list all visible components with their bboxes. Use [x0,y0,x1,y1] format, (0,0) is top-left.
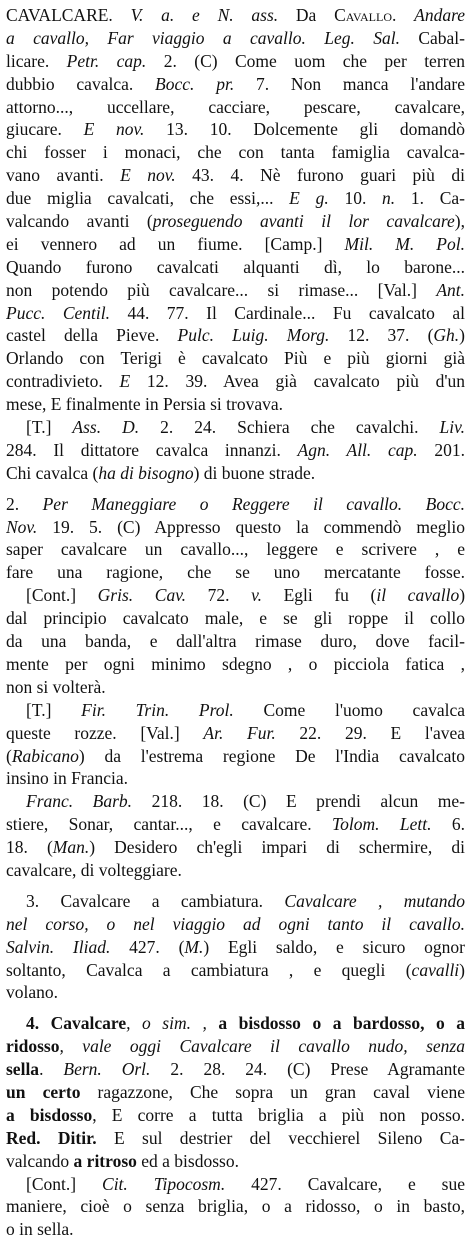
text-run: E sul destrier del vecchierel Sileno Ca- [113,1127,465,1148]
text-run: stiere, Sonar, cantar..., e cavalcare. [6,814,333,835]
text-line [6,584,465,607]
text-run: mese, E finalmente in Persia si trovava. [6,394,284,415]
text-run: Pucc. Centil. [6,302,128,323]
text-run: ) di buone strade. [193,462,316,483]
text-run: [Cont.] [26,585,98,606]
text-run: Cit. Tipocosm. [102,1173,252,1194]
text-run: 427. Cavalcare, e sue [251,1173,465,1194]
text-run: [T.] [26,699,82,720]
text-run: dubbio cavalca. [6,73,156,94]
text-line [6,745,465,768]
text-line [6,73,465,96]
text-run: 2. 28. 24. (C) Prese Agramante [170,1059,465,1080]
text-run: vano avanti. [6,165,121,186]
text-run: Cavallo [334,5,392,25]
text-line [6,493,465,516]
text-run: Ar. Fur. [203,722,300,743]
text-run: 19. 5. (C) Appresso questo la commendò meglio [52,516,465,537]
text-run: Mil. M. Pol. [344,233,465,254]
text-line [6,462,465,485]
text-run: Franc. Barb. [26,791,152,812]
text-run: Tolom. Lett. [332,814,452,835]
text-line [6,324,465,347]
text-run: a cavallo, Far viaggio a cavallo. Leg. Sal. [6,27,419,48]
text-run: cavalcare, di volteggiare. [6,859,182,880]
text-run: valcando avanti ( [6,211,153,232]
text-run: Salvin. Iliad. [6,936,130,957]
text-run: Orlando con Terigi è cavalcato Più e più giorni già [6,348,465,369]
text-run: non potendo più cavalcare... si rimase... [Val.] [6,279,437,300]
text-run: Man. [52,837,90,858]
text-line [6,210,465,233]
text-line [6,393,465,416]
text-run: 10. [344,188,383,209]
text-line [6,913,465,936]
text-run: licare. [6,50,67,71]
text-line [6,607,465,630]
text-run: valcando [6,1150,74,1171]
text-line [6,4,465,27]
paragraph-gap [6,882,465,890]
text-run: Quando furono cavalcati alquanti dì, lo barone... [6,256,465,277]
text-run: o in sella. [6,1219,74,1240]
text-run: E [119,371,147,392]
text-run: v. [251,585,284,606]
text-run: non si volterà. [6,676,106,697]
text-line [6,836,465,859]
text-run: Pulc. Luig. Morg. [177,325,348,346]
text-line [6,1035,465,1058]
text-run: a ritroso [73,1150,137,1171]
text-line [6,370,465,393]
text-line [6,1104,465,1127]
text-run: E g. [289,188,345,209]
text-run: 3. Cavalcare a cambiatura. [26,890,285,911]
text-run: sella [6,1059,40,1080]
text-line [6,27,465,50]
text-line [6,676,465,699]
text-run: Cavalcare , mutando [284,890,465,911]
text-line [6,1150,465,1173]
text-run: castel della Pieve. [6,325,178,346]
text-run: Bocc. pr. [155,73,256,94]
text-run: Red. Ditir. [6,1127,114,1148]
text-run: ) da l'estrema regione De l'India cavalcato [78,745,465,766]
text-run: 18. ( [6,837,53,858]
text-line [6,141,465,164]
text-line [6,50,465,73]
text-run: 6. [451,814,465,835]
text-line [6,118,465,141]
text-run: mente per ogni minimo sdegno , o picciola fatica , [6,653,465,674]
text-run: ( [6,745,12,766]
text-run: , vale oggi Cavalcare il cavallo nudo, senza [59,1036,465,1057]
text-run: 13. 10. Dolcemente gli domandò [166,119,465,140]
text-run: Rabicano [11,745,79,766]
text-line [6,302,465,325]
text-run: [T.] [26,417,73,438]
text-run: giucare. [6,119,84,140]
text-line [6,416,465,439]
text-run: 2. [6,493,43,514]
text-run: 72. [207,585,252,606]
text-run: maniere, cioè o senza briglia, o a ridosso, o in basto, [6,1196,465,1217]
text-run: Gh. [433,325,460,346]
text-run: Agn. All. cap. [297,439,435,460]
text-run: Andare [414,5,465,25]
text-run: ) Desidero ch'egli impari di schermire, di [89,837,465,858]
text-line [6,347,465,370]
text-line [6,936,465,959]
text-run: dal principio cavalcato male, e se gli roppe il collo [6,608,465,629]
text-line [6,1173,465,1196]
text-line [6,767,465,790]
text-run: Ant. [436,279,465,300]
text-run: 12. 39. Avea già cavalcato più d'un [146,371,465,392]
text-run: 4. Cavalcare [26,1013,127,1034]
text-line [6,233,465,256]
text-run: attorno..., uccellare, cacciare, pescare, cavalcare, [6,96,465,117]
text-line [6,516,465,539]
text-line [6,279,465,302]
text-run: Da [295,5,335,25]
text-line [6,1058,465,1081]
text-run: ed a bisdosso. [136,1150,239,1171]
paragraph-gap [6,1004,465,1012]
text-line [6,959,465,982]
text-line [6,859,465,882]
text-line [6,981,465,1004]
text-run: 201. [434,439,465,460]
text-line [6,439,465,462]
text-line [6,1081,465,1104]
text-run: ha di bisogno [98,462,194,483]
text-run: Gris. Cav. [97,585,208,606]
text-run: E nov. [120,165,193,186]
text-run: proseguendo avanti il lor cavalcare [152,211,455,232]
text-run: 427. ( [129,936,185,957]
text-run: ) [459,325,465,346]
text-line [6,96,465,119]
text-run: queste rozze. [Val.] [6,722,204,743]
text-run: . [391,5,415,25]
text-run: ei vennero ad un fiume. [Camp.] [6,233,345,254]
text-run: E nov. [83,119,167,140]
text-run: , o sim. , [126,1013,219,1034]
text-run: 44. 77. Il Cardinale... Fu cavalcato al [127,302,465,323]
text-run: nel corso, o nel viaggio ad ogni tanto il cavallo. [6,913,465,934]
text-run: da una banda, e dall'altra rimase duro, dove facil- [6,631,465,652]
text-run: due miglia cavalcati, che essi,... [6,188,290,209]
text-run: fare una ragione, che se uno mercatante fosse. [6,562,465,583]
text-line [6,1218,465,1241]
text-run: Egli fu ( [283,585,377,606]
text-run: ragazzone, Che sopra un gran caval viene [80,1081,465,1102]
text-run: Cabal- [418,27,465,48]
text-run: 43. 4. Nè furono guari più di [192,165,465,186]
text-run: Ass. D. [72,417,161,438]
text-line [6,653,465,676]
text-run: Per Maneggiare o Reggere il cavallo. Bocc. [42,493,465,514]
text-run: . [39,1059,64,1080]
text-run: n. [382,188,411,209]
text-run: 7. Non manca l'andare [256,73,465,94]
text-line [6,699,465,722]
text-run: volano. [6,982,59,1003]
text-run: 284. Il dittatore cavalca innanzi. [6,439,298,460]
text-run: ) [459,959,465,980]
text-line [6,164,465,187]
text-run: V. a. e N. ass. [130,5,296,25]
text-run: il cavallo [376,585,460,606]
text-run: Liv. [439,417,465,438]
text-run: , E corre a tutta briglia a più non posso. [92,1104,465,1125]
text-run: 12. 37. ( [347,325,434,346]
text-run: Fir. Trin. Prol. [81,699,264,720]
text-line [6,790,465,813]
text-run: ridosso [6,1036,60,1057]
text-run: un certo [6,1081,81,1102]
text-run: [Cont.] [26,1173,103,1194]
text-line [6,630,465,653]
text-run: Chi cavalca ( [6,462,99,483]
text-line [6,722,465,745]
text-line [6,813,465,836]
text-run: ), [454,211,465,232]
text-line [6,1012,465,1035]
text-line [6,256,465,279]
text-run: CAVALCARE. [6,5,131,25]
text-run: Petr. cap. [66,50,164,71]
text-run: Nov. [6,516,53,537]
dictionary-entry-cavalcare [6,4,465,1241]
text-run: Come l'uomo cavalca [263,699,465,720]
text-run: contradivieto. [6,371,120,392]
text-run: a bisdosso o a bardosso, o a [218,1013,465,1034]
text-run: Bern. Orl. [63,1059,171,1080]
text-line [6,1127,465,1150]
text-run: M. [184,936,204,957]
text-run: insino in Francia. [6,768,128,789]
text-line [6,890,465,913]
text-line [6,1195,465,1218]
text-run: ) Egli saldo, e sicuro ognor [203,936,465,957]
text-line [6,187,465,210]
text-run: 2. 24. Schiera che cavalchi. [160,417,440,438]
text-run: 218. 18. (C) E prendi alcun me- [151,791,465,812]
text-run: ) [459,585,465,606]
text-run: a bisdosso [6,1104,93,1125]
text-run: 22. 29. E l'avea [299,722,465,743]
text-run: chi fosser i monaci, che con tanta famiglia cavalca- [6,142,465,163]
text-run: soltanto, Cavalca a cambiatura , e quegli ( [6,959,412,980]
text-line [6,561,465,584]
text-run: 2. (C) Come uom che per terren [163,50,465,71]
text-run: 1. Ca- [410,188,465,209]
text-run: saper cavalcare un cavallo..., leggere e scrivere , e [6,539,465,560]
paragraph-gap [6,485,465,493]
text-run: cavalli [411,959,460,980]
text-line [6,538,465,561]
